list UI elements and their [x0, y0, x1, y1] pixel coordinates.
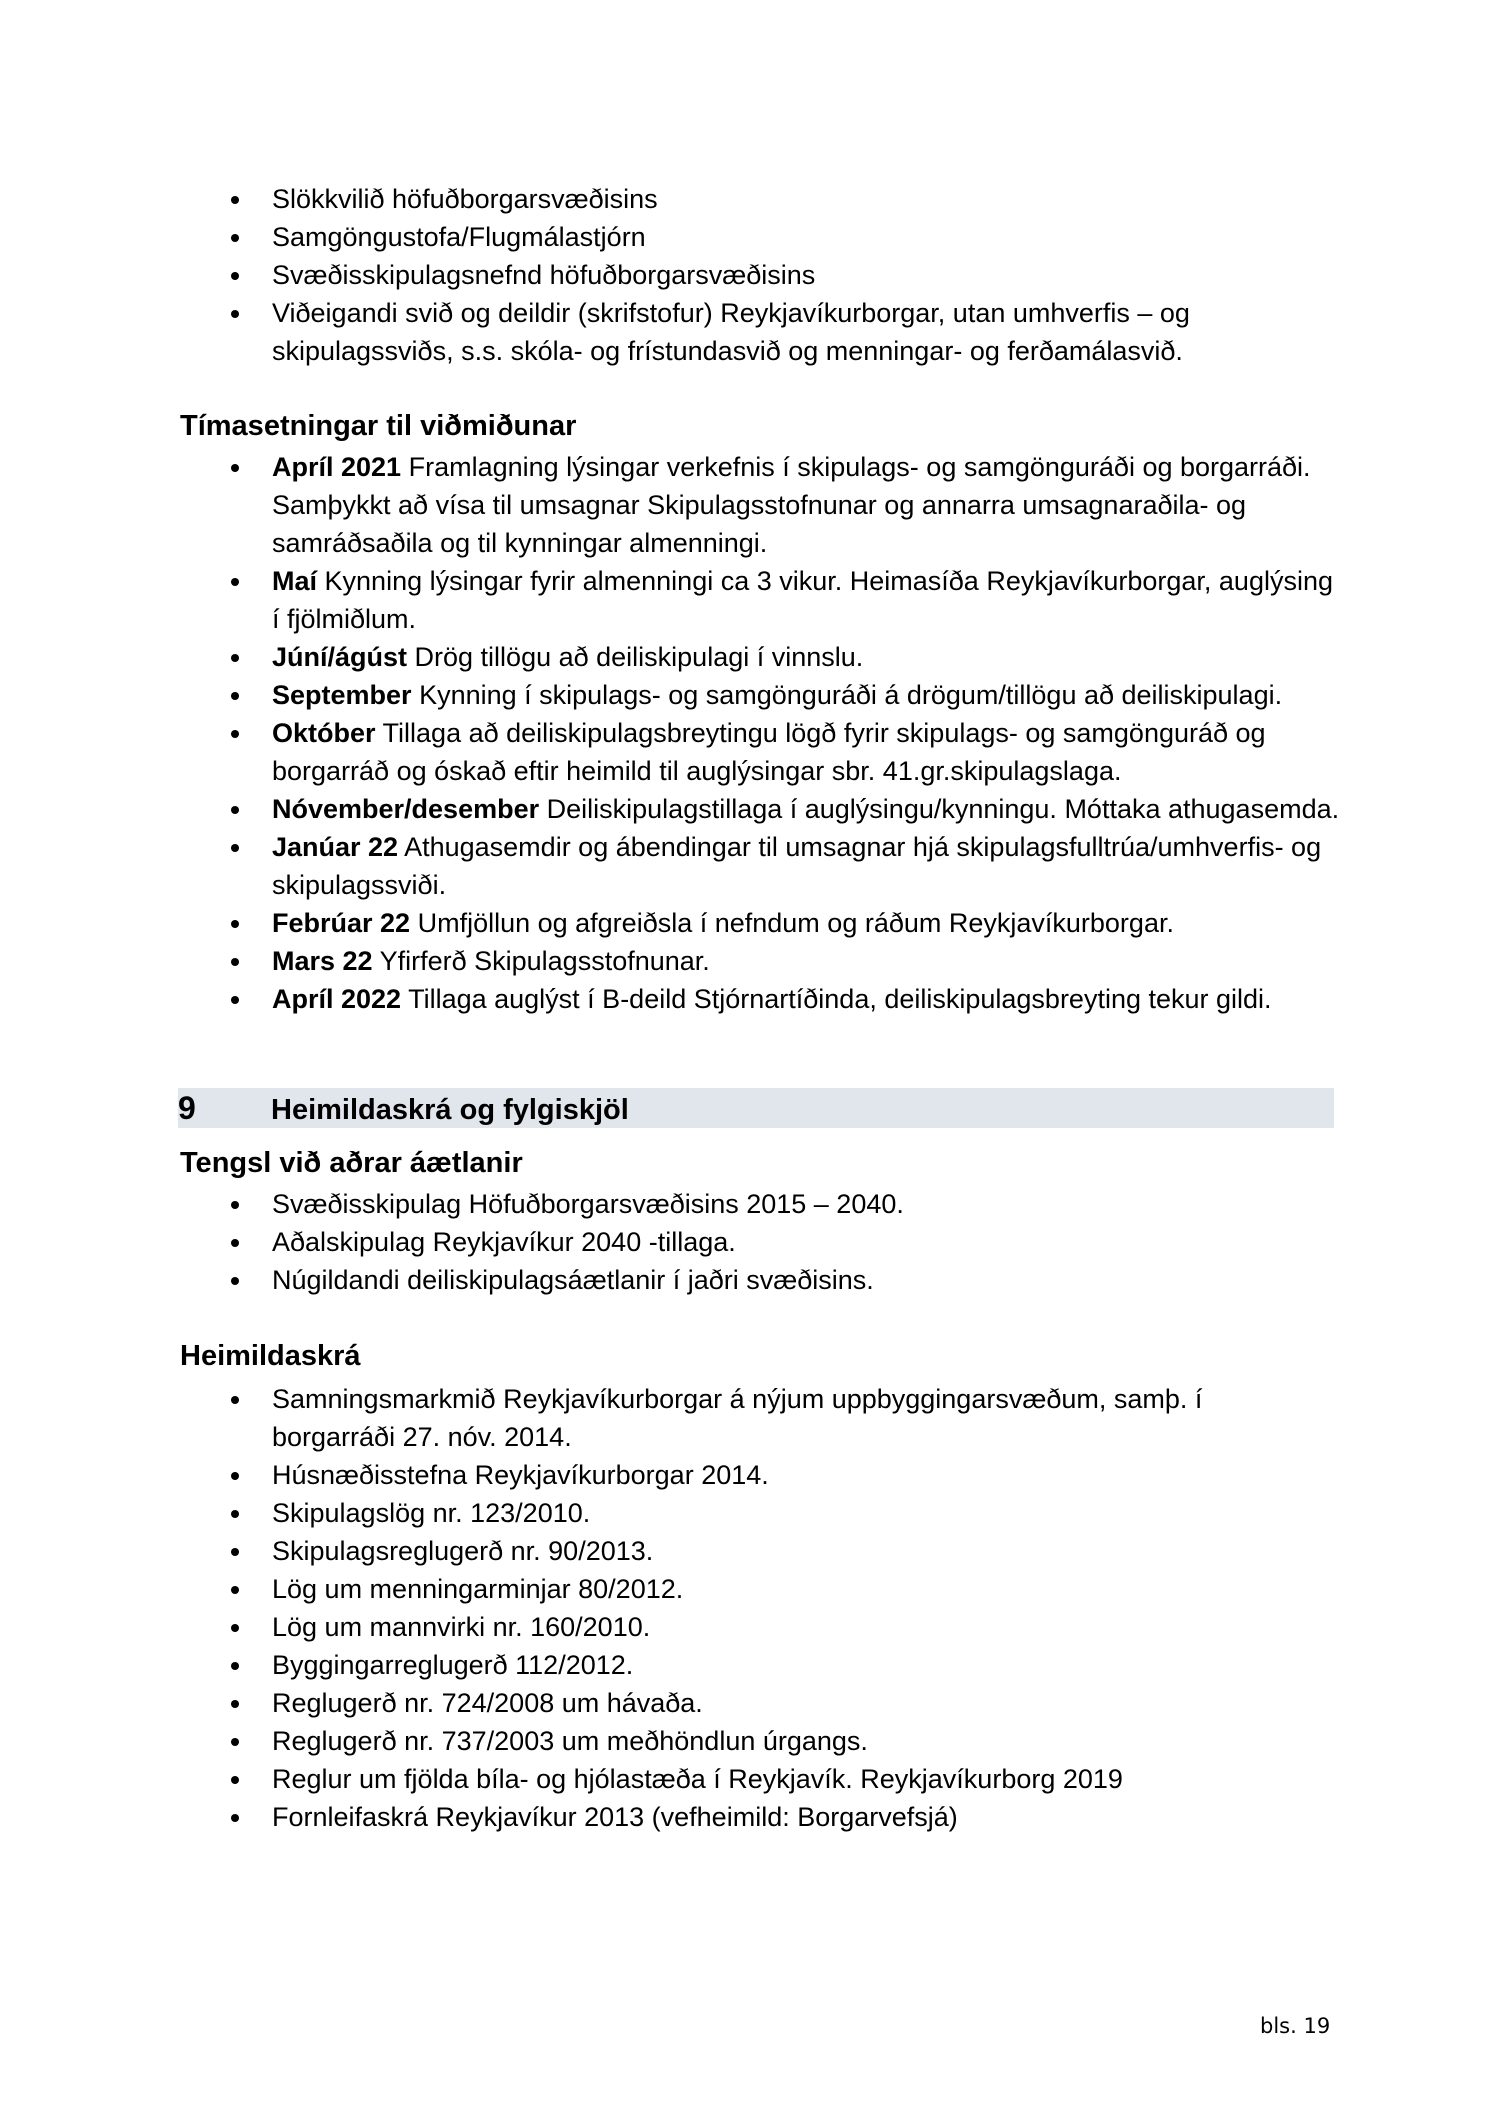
timing-item: Júní/ágúst Drög tillögu að deiliskipulagi í vinnslu.	[272, 638, 1342, 676]
bullet-icon	[231, 920, 239, 928]
timing-date: Mars 22	[272, 946, 373, 976]
timing-item: Nóvember/desember Deiliskipulagstillaga í auglýsingu/kynningu. Móttaka athugasemda.	[272, 790, 1342, 828]
bullet-icon	[231, 1738, 239, 1746]
list-item: Skipulagslög nr. 123/2010.	[272, 1494, 1272, 1532]
timing-date: Júní/ágúst	[272, 642, 408, 672]
list-item: Svæðisskipulag Höfuðborgarsvæðisins 2015 – 2040.	[272, 1185, 1342, 1223]
bullet-icon	[231, 272, 239, 280]
list-item: Húsnæðisstefna Reykjavíkurborgar 2014.	[272, 1456, 1272, 1494]
plans-heading: Tengsl við aðrar áætlanir	[180, 1147, 523, 1179]
bullet-icon	[231, 692, 239, 700]
timing-item: Apríl 2022 Tillaga auglýst í B-deild Stjórnartíðinda, deiliskipulagsbreyting tekur gildi.	[272, 980, 1342, 1018]
list-item: Aðalskipulag Reykjavíkur 2040 -tillaga.	[272, 1223, 1342, 1261]
bullet-icon	[231, 1814, 239, 1822]
timing-heading: Tímasetningar til viðmiðunar	[180, 410, 577, 442]
timing-item: Apríl 2021 Framlagning lýsingar verkefnis í skipulags- og samgönguráði og borgarráði. Samþykkt að vísa til umsagnar Skipulagsstofnunar og annarra umsagnaraðila- og samráðsaðila og til kynningar almenningi.	[272, 448, 1342, 562]
bullet-icon	[231, 1624, 239, 1632]
timing-date: Nóvember/desember	[272, 794, 540, 824]
section-title: Heimildaskrá og fylgiskjöl	[271, 1094, 629, 1126]
timing-date: Febrúar 22	[272, 908, 411, 938]
references-heading: Heimildaskrá	[180, 1340, 361, 1372]
list-item: Slökkvilið höfuðborgarsvæðisins	[272, 180, 1342, 218]
bullet-icon	[231, 654, 239, 662]
bullet-icon	[231, 1201, 239, 1209]
page-number: bls. 19	[1260, 2014, 1331, 2038]
list-item: Lög um mannvirki nr. 160/2010.	[272, 1608, 1272, 1646]
bullet-icon	[231, 996, 239, 1004]
list-item: Fornleifaskrá Reykjavíkur 2013 (vefheimild: Borgarvefsjá)	[272, 1798, 1272, 1836]
timing-item: Mars 22 Yfirferð Skipulagsstofnunar.	[272, 942, 1342, 980]
list-item: Svæðisskipulagsnefnd höfuðborgarsvæðisins	[272, 256, 1342, 294]
list-item: Viðeigandi svið og deildir (skrifstofur) Reykjavíkurborgar, utan umhverfis – og skipulagssviðs, s.s. skóla- og frístundasvið og menningar- og ferðamálasvið.	[272, 294, 1342, 370]
bullet-icon	[231, 1700, 239, 1708]
timing-date: Apríl 2021	[272, 452, 402, 482]
timing-list	[272, 448, 1342, 1018]
bullet-icon	[231, 1472, 239, 1480]
bullet-icon	[231, 730, 239, 738]
stakeholder-list	[272, 180, 1342, 370]
timing-item: September Kynning í skipulags- og samgönguráði á drögum/tillögu að deiliskipulagi.	[272, 676, 1342, 714]
bullet-icon	[231, 1548, 239, 1556]
bullet-icon	[231, 806, 239, 814]
timing-date: Október	[272, 718, 376, 748]
timing-date: Janúar 22	[272, 832, 399, 862]
bullet-icon	[231, 196, 239, 204]
references-list	[272, 1380, 1272, 1836]
bullet-icon	[231, 844, 239, 852]
bullet-icon	[231, 1239, 239, 1247]
bullet-icon	[231, 1277, 239, 1285]
bullet-icon	[231, 234, 239, 242]
timing-date: Maí	[272, 566, 318, 596]
list-item: Samgöngustofa/Flugmálastjórn	[272, 218, 1342, 256]
list-item: Reglugerð nr. 724/2008 um hávaða.	[272, 1684, 1272, 1722]
list-item: Núgildandi deiliskipulagsáætlanir í jaðri svæðisins.	[272, 1261, 1342, 1299]
timing-item: Maí Kynning lýsingar fyrir almenningi ca 3 vikur. Heimasíða Reykjavíkurborgar, auglýsing í fjölmiðlum.	[272, 562, 1342, 638]
bullet-icon	[231, 958, 239, 966]
list-item: Reglugerð nr. 737/2003 um meðhöndlun úrgangs.	[272, 1722, 1272, 1760]
bullet-icon	[231, 310, 239, 318]
bullet-icon	[231, 1510, 239, 1518]
list-item: Skipulagsreglugerð nr. 90/2013.	[272, 1532, 1272, 1570]
bullet-icon	[231, 578, 239, 586]
timing-date: Apríl 2022	[272, 984, 402, 1014]
timing-item: Janúar 22 Athugasemdir og ábendingar til umsagnar hjá skipulagsfulltrúa/umhverfis- og skipulagssviði.	[272, 828, 1342, 904]
list-item: Reglur um fjölda bíla- og hjólastæða í Reykjavík. Reykjavíkurborg 2019	[272, 1760, 1272, 1798]
plans-list	[272, 1185, 1342, 1299]
list-item: Samningsmarkmið Reykjavíkurborgar á nýjum uppbyggingarsvæðum, samþ. í borgarráði 27. nóv. 2014.	[272, 1380, 1272, 1456]
section-number: 9	[178, 1090, 196, 1126]
bullet-icon	[231, 464, 239, 472]
timing-item: Október Tillaga að deiliskipulagsbreytingu lögð fyrir skipulags- og samgönguráð og borgarráð og óskað eftir heimild til auglýsingar sbr. 41.gr.skipulagslaga.	[272, 714, 1342, 790]
bullet-icon	[231, 1396, 239, 1404]
list-item: Lög um menningarminjar 80/2012.	[272, 1570, 1272, 1608]
bullet-icon	[231, 1776, 239, 1784]
timing-date: September	[272, 680, 412, 710]
list-item: Byggingarreglugerð 112/2012.	[272, 1646, 1272, 1684]
bullet-icon	[231, 1586, 239, 1594]
timing-item: Febrúar 22 Umfjöllun og afgreiðsla í nefndum og ráðum Reykjavíkurborgar.	[272, 904, 1342, 942]
bullet-icon	[231, 1662, 239, 1670]
